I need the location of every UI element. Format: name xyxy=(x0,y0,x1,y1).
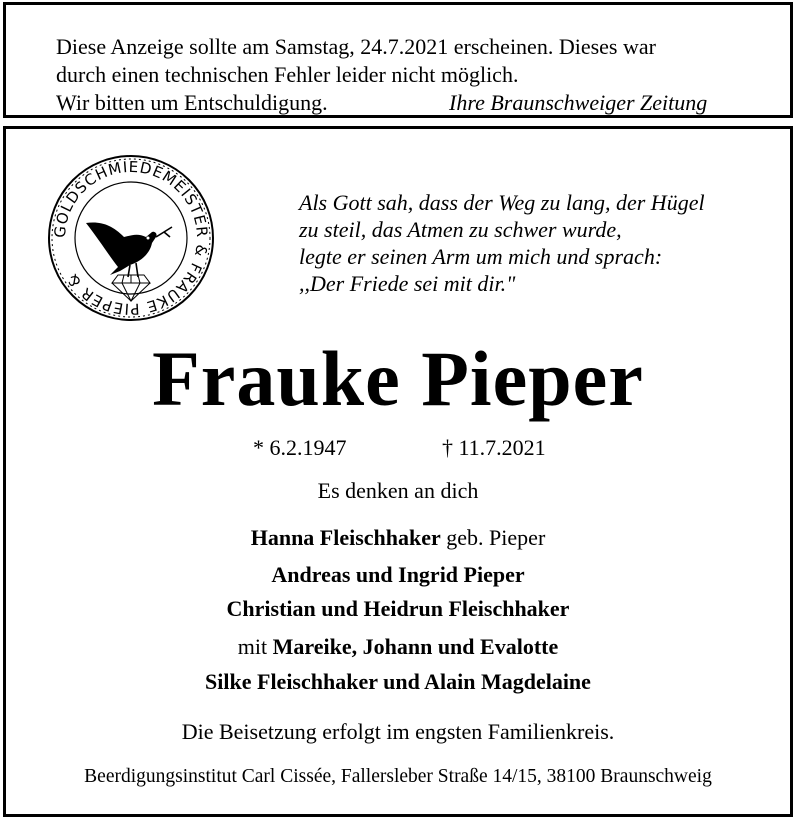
mourner-note: geb. Pieper xyxy=(440,525,546,550)
notice-line-1: Diese Anzeige sollte am Samstag, 24.7.2021 erscheinen. Dieses war xyxy=(56,34,656,59)
mourner-prefix: mit xyxy=(237,634,273,659)
memorial-poem xyxy=(299,189,705,297)
notice-line-3: Wir bitten um Entschuldigung. xyxy=(56,90,328,115)
poem-line: legte er seinen Arm um mich und sprach: xyxy=(299,244,663,269)
death-date: † 11.7.2021 xyxy=(442,435,546,460)
mourner-row: Christian und Heidrun Fleischhaker xyxy=(226,596,570,621)
burial-note: Die Beisetzung erfolgt im engsten Familienkreis. xyxy=(181,719,615,744)
mourner-row xyxy=(6,525,790,551)
mourner-name: Hanna Fleischhaker xyxy=(250,525,441,550)
deceased-name: Frauke Pieper xyxy=(152,335,644,422)
goldsmith-seal-icon xyxy=(46,153,216,323)
publisher-notice-box xyxy=(3,2,793,118)
mourner-row: Silke Fleischhaker und Alain Magdelaine xyxy=(205,669,591,694)
mourner-row xyxy=(6,634,790,660)
notice-signature: Ihre Braunschweiger Zeitung xyxy=(449,90,708,115)
poem-line: Als Gott sah, dass der Weg zu lang, der Hügel xyxy=(299,190,705,215)
funeral-home-footer: Beerdigungsinstitut Carl Cissée, Fallersleber Straße 14/15, 38100 Braunschweig xyxy=(84,766,712,787)
birth-date: * 6.2.1947 xyxy=(253,435,347,460)
mourners-intro: Es denken an dich xyxy=(317,478,479,503)
obituary-advertisement xyxy=(3,126,793,817)
poem-line: ,,Der Friede sei mit dir." xyxy=(299,271,516,296)
notice-line-2: durch einen technischen Fehler leider nicht möglich. xyxy=(56,62,519,87)
mourner-row: Andreas und Ingrid Pieper xyxy=(271,562,525,587)
poem-line: zu steil, das Atmen zu schwer wurde, xyxy=(299,217,622,242)
seal-text: GOLDSCHMIEDEMEISTER & FRAUKE PIEPER & xyxy=(50,157,212,319)
mourner-name: Mareike, Johann und Evalotte xyxy=(272,634,559,659)
